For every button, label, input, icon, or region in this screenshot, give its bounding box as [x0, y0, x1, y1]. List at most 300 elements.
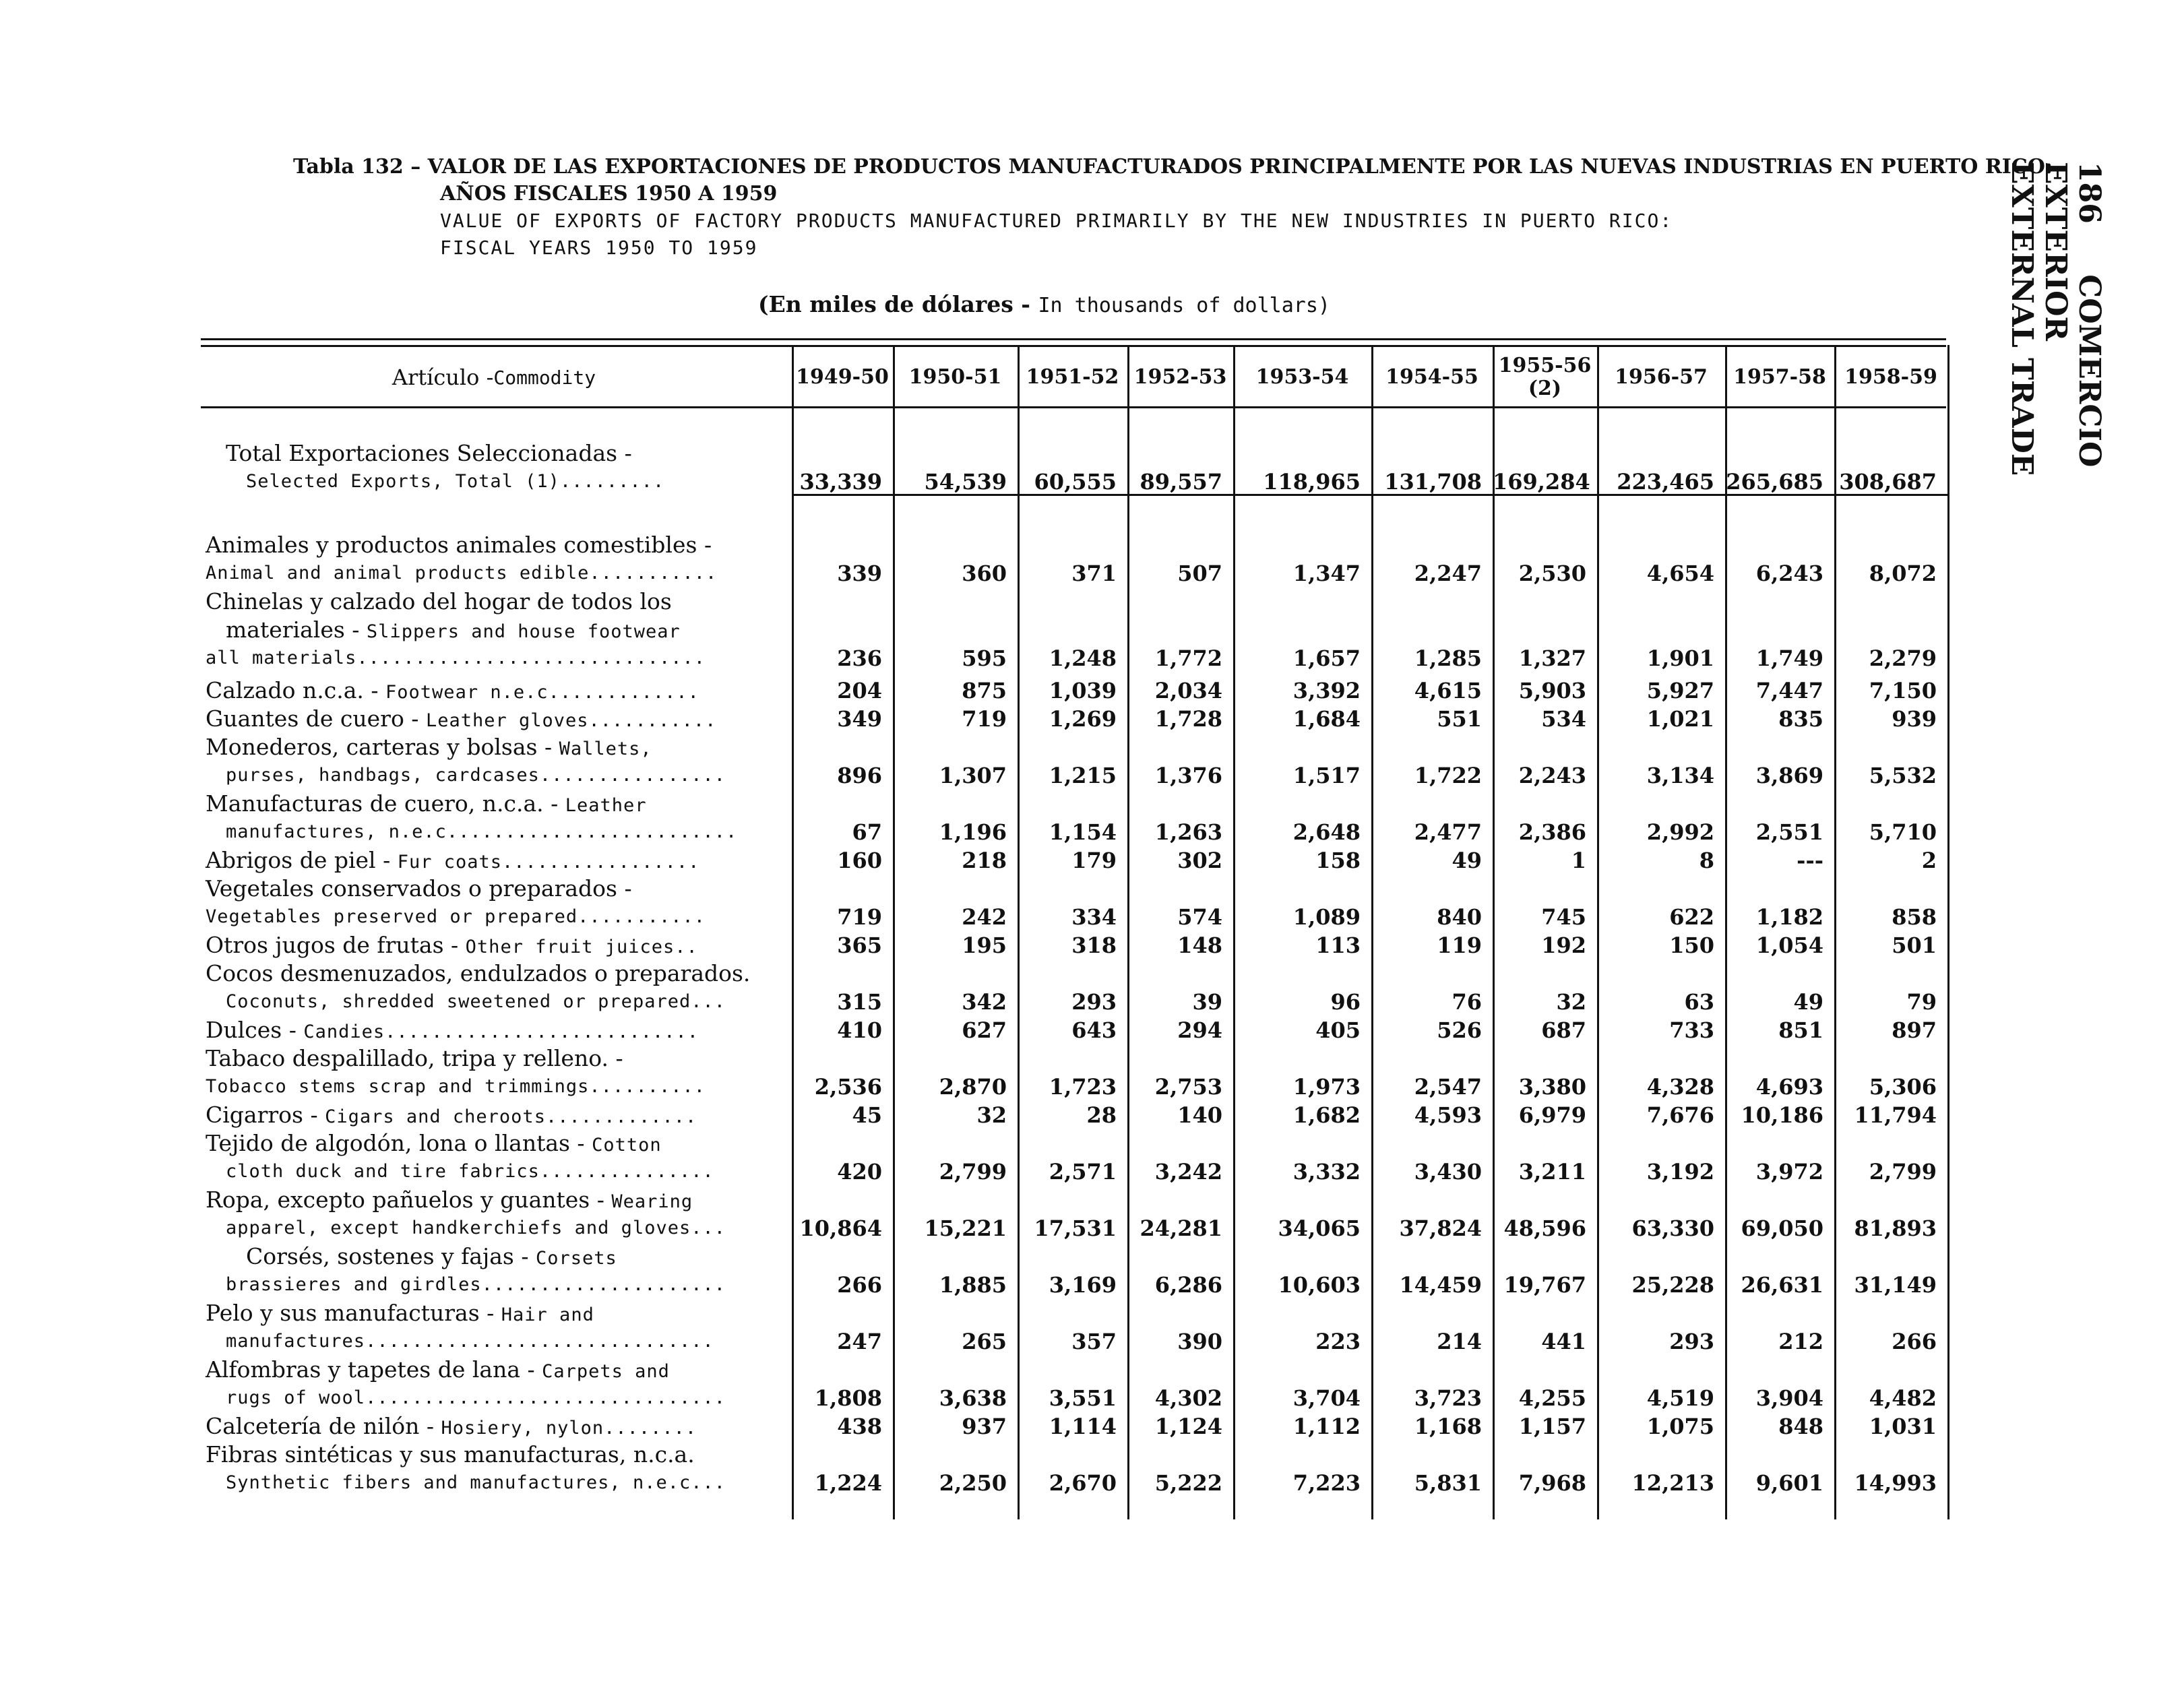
row-label-en: Candies........................... [303, 1021, 699, 1042]
table-row-line [0, 705, 2184, 733]
units-es: (En miles de dólares - [758, 291, 1038, 317]
cell-value: 2,279 [1869, 645, 1937, 671]
cell-value: 3,192 [1646, 1159, 1714, 1185]
cell-value: 1,031 [1869, 1414, 1937, 1439]
cell-value: 45 [852, 1102, 882, 1128]
cell-value: 2,670 [1049, 1470, 1117, 1496]
header-year: 1958-59 [1844, 365, 1937, 389]
table-row-line [0, 616, 2184, 644]
cell-value: 7,968 [1518, 1470, 1586, 1496]
row-label-group [226, 616, 681, 648]
cell-value: 150 [1669, 933, 1714, 958]
table-row-line [0, 531, 2184, 559]
row-label: Monederos, carteras y bolsas - [206, 734, 559, 760]
row-label-group [206, 790, 647, 822]
cell-value: 60,555 [1034, 469, 1117, 495]
row-label: Vegetables preserved or prepared........... [206, 906, 706, 927]
cell-value: 3,134 [1646, 763, 1714, 788]
cell-value: 218 [962, 848, 1007, 873]
table-row-line [0, 988, 2184, 1016]
cell-value: 69,050 [1741, 1216, 1823, 1241]
row-label: manufactures, n.e.c......................... [226, 821, 738, 842]
cell-value: 1,885 [939, 1272, 1007, 1298]
cell-value: 1,684 [1292, 706, 1361, 732]
cell-value: 5,532 [1869, 763, 1937, 788]
cell-value: 160 [837, 848, 882, 873]
cell-value: 6,243 [1755, 561, 1823, 586]
cell-value: 169,284 [1493, 469, 1590, 495]
row-label: Calcetería de nilón - [206, 1413, 441, 1439]
cell-value: 17,531 [1034, 1216, 1117, 1241]
cell-value: 247 [837, 1329, 882, 1354]
cell-value: 1,263 [1154, 819, 1222, 845]
cell-value: 1,808 [814, 1385, 882, 1411]
cell-value: 2,648 [1292, 819, 1361, 845]
row-label-en: Leather [565, 795, 647, 816]
table-row-line [0, 1214, 2184, 1242]
cell-value: 627 [962, 1017, 1007, 1043]
cell-value: 31,149 [1854, 1272, 1937, 1298]
table-row-line [0, 1299, 2184, 1327]
row-label-group [206, 705, 716, 737]
cell-value: 10,603 [1278, 1272, 1361, 1298]
cell-value: 875 [962, 678, 1007, 703]
cell-value: 5,831 [1414, 1470, 1482, 1496]
cell-value: 7,150 [1869, 678, 1937, 703]
header-commodity [201, 350, 787, 404]
cell-value: 1,075 [1646, 1414, 1714, 1439]
cell-value: 357 [1071, 1329, 1117, 1354]
row-label: Animales y productos animales comestibles - [206, 532, 712, 558]
row-label: Vegetales conservados o preparados - [206, 875, 632, 902]
row-label: Alfombras y tapetes de lana - [206, 1356, 542, 1383]
cell-value: 315 [837, 989, 882, 1015]
table-row-line [0, 846, 2184, 875]
cell-value: 851 [1778, 1017, 1823, 1043]
table-row-line [0, 1271, 2184, 1299]
cell-value: 4,593 [1414, 1102, 1482, 1128]
row-label-group [206, 1299, 594, 1331]
cell-value: 2,250 [939, 1470, 1007, 1496]
row-label: Tejido de algodón, lona o llantas - [206, 1130, 592, 1156]
cell-value: 360 [962, 561, 1007, 586]
cell-value: 214 [1437, 1329, 1482, 1354]
row-label: Pelo y sus manufacturas - [206, 1300, 501, 1326]
cell-value: 4,328 [1646, 1074, 1714, 1100]
cell-value: 1,182 [1755, 904, 1823, 930]
table-row-line [0, 931, 2184, 959]
header-year: 1950-51 [908, 365, 1002, 389]
row-label-en: Hosiery, nylon........ [441, 1418, 697, 1439]
table-row-line [0, 439, 2184, 468]
cell-value: 37,824 [1399, 1216, 1482, 1241]
cell-value: 212 [1778, 1329, 1823, 1354]
cell-value: 622 [1669, 904, 1714, 930]
cell-value: 1,054 [1755, 933, 1823, 958]
header-rule [201, 406, 1946, 408]
cell-value: 81,893 [1854, 1216, 1937, 1241]
cell-value: 896 [837, 763, 882, 788]
cell-value: 390 [1177, 1329, 1222, 1354]
cell-value: 3,242 [1154, 1159, 1222, 1185]
cell-value: 2,477 [1414, 819, 1482, 845]
cell-value: 266 [837, 1272, 882, 1298]
cell-value: 118,965 [1263, 469, 1361, 495]
cell-value: 2 [1921, 848, 1937, 873]
cell-value: 1,248 [1049, 645, 1117, 671]
cell-value: 745 [1541, 904, 1586, 930]
cell-value: 4,255 [1518, 1385, 1586, 1411]
header-year: 1956-57 [1615, 365, 1708, 389]
row-label: Cocos desmenuzados, endulzados o preparados. [206, 960, 751, 986]
row-label-group [206, 676, 699, 709]
cell-value: 1,657 [1292, 645, 1361, 671]
cell-value: 34,065 [1278, 1216, 1361, 1241]
cell-value: 574 [1177, 904, 1222, 930]
section-title-en: EXTERNAL TRADE [2005, 162, 2039, 476]
cell-value: 236 [837, 645, 882, 671]
cell-value: 1,021 [1646, 706, 1714, 732]
row-label-en: Cotton [592, 1135, 662, 1156]
table-row-line [0, 761, 2184, 790]
cell-value: 1,196 [939, 819, 1007, 845]
header-year: 1957-58 [1733, 365, 1826, 389]
cell-value: 1,772 [1154, 645, 1222, 671]
table-row-line [0, 1441, 2184, 1469]
table-row-line [0, 1101, 2184, 1129]
cell-value: 25,228 [1631, 1272, 1714, 1298]
section-title-es: COMERCIO EXTERIOR [2038, 162, 2107, 468]
cell-value: 1,224 [814, 1470, 882, 1496]
cell-value: 4,519 [1646, 1385, 1714, 1411]
table-row-line [0, 1327, 2184, 1356]
row-label-en: Hair and [501, 1304, 594, 1325]
cell-value: 3,904 [1755, 1385, 1823, 1411]
cell-value: 3,723 [1414, 1385, 1482, 1411]
cell-value: 54,539 [924, 469, 1007, 495]
cell-value: 840 [1437, 904, 1482, 930]
page-number: 186 [2072, 162, 2107, 224]
cell-value: 7,676 [1646, 1102, 1714, 1128]
table-row-line [0, 1242, 2184, 1271]
cell-value: 318 [1071, 933, 1117, 958]
table-row-line [0, 875, 2184, 903]
table-row-line [0, 1469, 2184, 1497]
row-label-group [206, 1186, 693, 1218]
cell-value: 939 [1892, 706, 1937, 732]
cell-value: 1,269 [1049, 706, 1117, 732]
cell-value: 15,221 [924, 1216, 1007, 1241]
row-label: Fibras sintéticas y sus manufacturas, n.c.a. [206, 1441, 695, 1468]
table-row-line [0, 790, 2184, 818]
table-row-line [0, 588, 2184, 616]
cell-value: 6,286 [1154, 1272, 1222, 1298]
table-row-line [0, 1412, 2184, 1441]
row-label: Tabaco despalillado, tripa y relleno. - [206, 1045, 623, 1071]
title-line-2: AÑOS FISCALES 1950 A 1959 [440, 182, 778, 206]
cell-value: 858 [1892, 904, 1937, 930]
cell-value: 2,247 [1414, 561, 1482, 586]
cell-value: 10,186 [1741, 1102, 1823, 1128]
cell-value: 5,903 [1518, 678, 1586, 703]
cell-value: 719 [837, 904, 882, 930]
cell-value: 733 [1669, 1017, 1714, 1043]
table-row-line [0, 676, 2184, 705]
cell-value: 5,306 [1869, 1074, 1937, 1100]
table-row-line [0, 1186, 2184, 1214]
row-label-en: Slippers and house footwear [366, 621, 681, 642]
row-label-group [206, 1016, 699, 1048]
top-rule [201, 338, 1946, 340]
cell-value: 1,901 [1646, 645, 1714, 671]
row-label: purses, handbags, cardcases................ [226, 765, 726, 786]
cell-value: 1,112 [1292, 1414, 1361, 1439]
table-row-line [0, 559, 2184, 588]
cell-value: 2,386 [1518, 819, 1586, 845]
total-underline [792, 494, 1947, 496]
row-label-group [206, 846, 699, 879]
header-year: 1955-56 (2) [1498, 354, 1592, 400]
cell-value: 551 [1437, 706, 1482, 732]
cell-value: 148 [1177, 933, 1222, 958]
cell-value: 119 [1437, 933, 1482, 958]
cell-value: 5,710 [1869, 819, 1937, 845]
header-commodity-en: Commodity [493, 366, 596, 389]
cell-value: 339 [837, 561, 882, 586]
row-label: all materials.............................. [206, 648, 706, 668]
cell-value: 39 [1192, 989, 1222, 1015]
cell-value: 5,222 [1154, 1470, 1222, 1496]
row-label: Cigarros - [206, 1102, 325, 1128]
cell-value: 1,154 [1049, 819, 1117, 845]
cell-value: 1,728 [1154, 706, 1222, 732]
cell-value: 1,039 [1049, 678, 1117, 703]
cell-value: 49 [1452, 848, 1482, 873]
cell-value: 3,638 [939, 1385, 1007, 1411]
cell-value: 33,339 [799, 469, 882, 495]
cell-value: 371 [1071, 561, 1117, 586]
table-row-line [0, 1356, 2184, 1384]
row-label-group [246, 1242, 617, 1275]
cell-value: 1,168 [1414, 1414, 1482, 1439]
cell-value: 24,281 [1140, 1216, 1222, 1241]
cell-value: 1,347 [1292, 561, 1361, 586]
cell-value: 48,596 [1503, 1216, 1586, 1241]
cell-value: 3,211 [1518, 1159, 1586, 1185]
row-label: Tobacco stems scrap and trimmings.......... [206, 1076, 706, 1097]
cell-value: 131,708 [1384, 469, 1482, 495]
row-label-group [206, 1101, 697, 1133]
cell-value: 3,332 [1292, 1159, 1361, 1185]
cell-value: 1,307 [939, 763, 1007, 788]
cell-value: 63,330 [1631, 1216, 1714, 1241]
cell-value: 223,465 [1617, 469, 1714, 495]
cell-value: 1,723 [1049, 1074, 1117, 1100]
cell-value: 405 [1315, 1017, 1361, 1043]
cell-value: 2,992 [1646, 819, 1714, 845]
cell-value: 420 [837, 1159, 882, 1185]
cell-value: 158 [1315, 848, 1361, 873]
row-label-group [206, 1129, 662, 1162]
cell-value: 3,704 [1292, 1385, 1361, 1411]
title-line-4: FISCAL YEARS 1950 TO 1959 [440, 237, 758, 259]
row-label-en: Carpets and [542, 1361, 670, 1382]
cell-value: 2,870 [939, 1074, 1007, 1100]
row-label: Coconuts, shredded sweetened or prepared... [226, 991, 726, 1012]
cell-value: 643 [1071, 1017, 1117, 1043]
table-row-line [0, 959, 2184, 988]
cell-value: 4,302 [1154, 1385, 1222, 1411]
cell-value: 2,034 [1154, 678, 1222, 703]
cell-value: --- [1797, 848, 1823, 873]
cell-value: 897 [1892, 1017, 1937, 1043]
cell-value: 835 [1778, 706, 1823, 732]
cell-value: 2,536 [814, 1074, 882, 1100]
cell-value: 113 [1315, 933, 1361, 958]
cell-value: 32 [1556, 989, 1586, 1015]
cell-value: 266 [1892, 1329, 1937, 1354]
cell-value: 293 [1071, 989, 1117, 1015]
table-row-line [0, 1129, 2184, 1158]
cell-value: 410 [837, 1017, 882, 1043]
cell-value: 501 [1892, 933, 1937, 958]
cell-value: 438 [837, 1414, 882, 1439]
cell-value: 1,124 [1154, 1414, 1222, 1439]
row-label: apparel, except handkerchiefs and gloves... [226, 1218, 726, 1238]
cell-value: 1,114 [1049, 1414, 1117, 1439]
cell-value: 302 [1177, 848, 1222, 873]
row-label: brassieres and girdles..................... [226, 1274, 726, 1295]
cell-value: 63 [1684, 989, 1714, 1015]
cell-value: 8,072 [1869, 561, 1937, 586]
cell-value: 1,376 [1154, 763, 1222, 788]
cell-value: 1,215 [1049, 763, 1117, 788]
header-year: 1954-55 [1385, 365, 1478, 389]
cell-value: 8 [1699, 848, 1714, 873]
cell-value: 1,285 [1414, 645, 1482, 671]
cell-value: 3,869 [1755, 763, 1823, 788]
cell-value: 2,571 [1049, 1159, 1117, 1185]
cell-value: 26,631 [1741, 1272, 1823, 1298]
row-label-group [206, 1412, 697, 1445]
cell-value: 294 [1177, 1017, 1222, 1043]
cell-value: 223 [1315, 1329, 1361, 1354]
row-label-en: Fur coats................. [397, 852, 700, 873]
row-label: Chinelas y calzado del hogar de todos los [206, 588, 672, 614]
cell-value: 49 [1793, 989, 1823, 1015]
row-label-en: Corsets [536, 1248, 617, 1269]
table-row-line [0, 1384, 2184, 1412]
cell-value: 12,213 [1631, 1470, 1714, 1496]
row-label-en: Cigars and cheroots............. [325, 1106, 697, 1127]
title-line-1: Tabla 132 – VALOR DE LAS EXPORTACIONES DE PRODUCTOS MANUFACTURADOS PRINCIPALMENTE POR LAS NUEVAS INDUSTRIAS EN PUERTO RICO: [293, 155, 2053, 179]
header-commodity-es: Artículo - [392, 365, 494, 390]
cell-value: 1,722 [1414, 763, 1482, 788]
table-title [293, 154, 2053, 261]
row-label: Abrigos de piel - [206, 847, 398, 873]
cell-value: 5,927 [1646, 678, 1714, 703]
table-row-line [0, 1044, 2184, 1073]
units-note [758, 291, 1330, 317]
table-row-line [0, 1158, 2184, 1186]
cell-value: 4,654 [1646, 561, 1714, 586]
cell-value: 3,551 [1049, 1385, 1117, 1411]
cell-value: 11,794 [1854, 1102, 1937, 1128]
top-rule-2 [201, 345, 1946, 347]
cell-value: 7,223 [1292, 1470, 1361, 1496]
cell-value: 3,430 [1414, 1159, 1482, 1185]
row-label: cloth duck and tire fabrics............... [226, 1161, 714, 1182]
cell-value: 334 [1071, 904, 1117, 930]
cell-value: 265,685 [1726, 469, 1823, 495]
row-label: Calzado n.c.a. - [206, 677, 386, 703]
cell-value: 9,601 [1755, 1470, 1823, 1496]
cell-value: 4,615 [1414, 678, 1482, 703]
cell-value: 507 [1177, 561, 1222, 586]
cell-value: 2,530 [1518, 561, 1586, 586]
cell-value: 265 [962, 1329, 1007, 1354]
row-label-en: Footwear n.e.c............. [385, 682, 699, 703]
row-label-group [206, 931, 698, 964]
table-row-line [0, 903, 2184, 931]
header-year: 1949-50 [796, 365, 889, 389]
table-row-line [0, 1073, 2184, 1101]
cell-value: 1 [1571, 848, 1586, 873]
row-label: Corsés, sostenes y fajas - [246, 1243, 536, 1269]
row-label-group [206, 733, 652, 765]
row-label: materiales - [226, 617, 367, 643]
row-label: Animal and animal products edible........... [206, 563, 718, 584]
cell-value: 2,799 [1869, 1159, 1937, 1185]
table-row-line [0, 468, 2184, 496]
row-label: Guantes de cuero - [206, 705, 426, 732]
cell-value: 14,459 [1399, 1272, 1482, 1298]
cell-value: 3,972 [1755, 1159, 1823, 1185]
cell-value: 2,753 [1154, 1074, 1222, 1100]
cell-value: 526 [1437, 1017, 1482, 1043]
cell-value: 848 [1778, 1414, 1823, 1439]
cell-value: 89,557 [1140, 469, 1222, 495]
row-label: manufactures.............................. [226, 1331, 714, 1352]
header-year: 1952-53 [1133, 365, 1227, 389]
row-label-group [206, 1356, 670, 1388]
cell-value: 441 [1541, 1329, 1586, 1354]
cell-value: 1,157 [1518, 1414, 1586, 1439]
cell-value: 687 [1541, 1017, 1586, 1043]
table-row-line [0, 818, 2184, 846]
cell-value: 32 [976, 1102, 1007, 1128]
units-en: In thousands of dollars) [1038, 294, 1330, 317]
cell-value: 1,327 [1518, 645, 1586, 671]
cell-value: 719 [962, 706, 1007, 732]
table-row-line [0, 733, 2184, 761]
row-label-en: Other fruit juices.. [465, 937, 698, 957]
row-label: Dulces - [206, 1017, 304, 1043]
cell-value: 4,693 [1755, 1074, 1823, 1100]
cell-value: 14,993 [1854, 1470, 1937, 1496]
cell-value: 140 [1177, 1102, 1222, 1128]
table-row-line [0, 644, 2184, 672]
cell-value: 19,767 [1503, 1272, 1586, 1298]
cell-value: 1,749 [1755, 645, 1823, 671]
cell-value: 308,687 [1839, 469, 1937, 495]
cell-value: 1,682 [1292, 1102, 1361, 1128]
cell-value: 204 [837, 678, 882, 703]
cell-value: 10,864 [799, 1216, 882, 1241]
cell-value: 195 [962, 933, 1007, 958]
row-label: Total Exportaciones Seleccionadas - [226, 440, 632, 466]
row-label-en: Leather gloves........... [425, 710, 717, 731]
